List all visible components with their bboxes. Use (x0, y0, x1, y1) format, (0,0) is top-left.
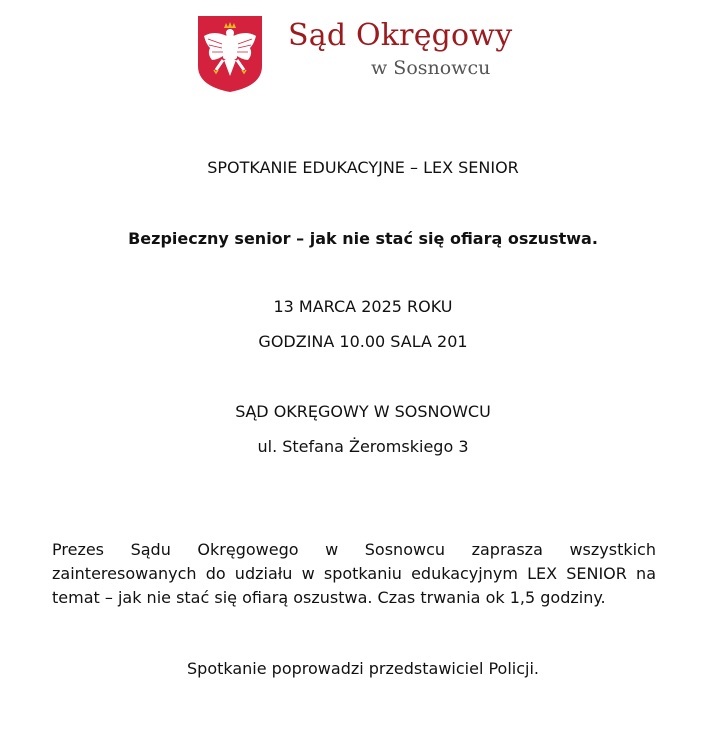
court-header (196, 14, 516, 96)
host-note: Spotkanie poprowadzi przedstawiciel Policji. (187, 659, 539, 678)
event-title: Bezpieczny senior – jak nie stać się ofiarą oszustwa. (128, 229, 598, 248)
event-type: SPOTKANIE EDUKACYJNE – LEX SENIOR (207, 158, 519, 177)
event-time-room: GODZINA 10.00 SALA 201 (258, 332, 468, 351)
invitation-paragraph: Prezes Sądu Okręgowego w Sosnowcu zaprasza wszystkich zainteresowanych do udziału w spotkaniu edukacyjnym LEX SENIOR na temat – jak nie stać się ofiarą oszustwa. Czas trwania ok 1,5 godziny. (52, 540, 656, 607)
polish-eagle-emblem-icon (196, 14, 264, 94)
court-city: w Sosnowcu (371, 57, 491, 79)
event-venue: SĄD OKRĘGOWY W SOSNOWCU (235, 402, 491, 421)
court-name: Sąd Okręgowy (288, 18, 513, 53)
event-date: 13 MARCA 2025 ROKU (273, 297, 453, 316)
event-address: ul. Stefana Żeromskiego 3 (257, 437, 469, 456)
